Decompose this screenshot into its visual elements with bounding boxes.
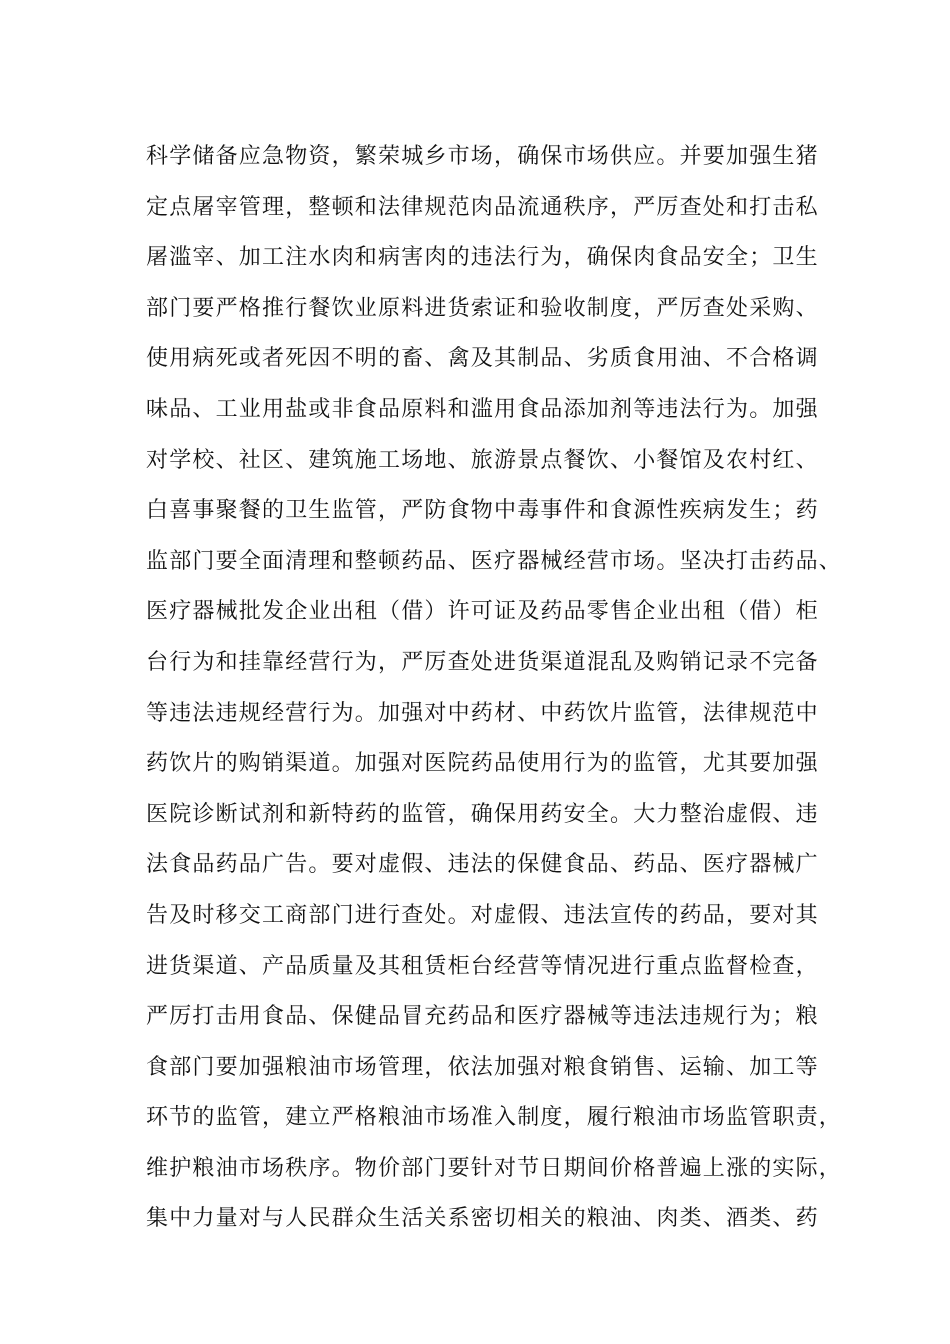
text-line: 告及时移交工商部门进行查处。对虚假、违法宣传的药品，要对其	[146, 902, 819, 928]
text-line: 集中力量对与人民群众生活关系密切相关的粮油、肉类、酒类、药	[146, 1206, 819, 1232]
text-line: 定点屠宰管理，整顿和法律规范肉品流通秩序，严厉查处和打击私	[146, 194, 819, 220]
text-line: 部门要严格推行餐饮业原料进货索证和验收制度，严厉查处采购、	[146, 295, 819, 321]
text-line: 医疗器械批发企业出租（借）许可证及药品零售企业出租（借）柜	[146, 599, 819, 625]
text-line: 维护粮油市场秩序。物价部门要针对节日期间价格普遍上涨的实际，	[146, 1155, 843, 1181]
text-line: 药饮片的购销渠道。加强对医院药品使用行为的监管，尤其要加强	[146, 751, 819, 777]
text-line: 监部门要全面清理和整顿药品、医疗器械经营市场。坚决打击药品、	[146, 548, 843, 574]
text-line: 对学校、社区、建筑施工场地、旅游景点餐饮、小餐馆及农村红、	[146, 447, 819, 473]
text-line: 环节的监管，建立严格粮油市场准入制度，履行粮油市场监管职责，	[146, 1105, 843, 1131]
text-line: 严厉打击用食品、保健品冒充药品和医疗器械等违法违规行为；粮	[146, 1004, 819, 1030]
text-line: 屠滥宰、加工注水肉和病害肉的违法行为，确保肉食品安全；卫生	[146, 245, 819, 271]
text-line: 使用病死或者死因不明的畜、禽及其制品、劣质食用油、不合格调	[146, 346, 819, 372]
body-text	[146, 132, 843, 1245]
text-line: 进货渠道、产品质量及其租赁柜台经营等情况进行重点监督检查，	[146, 953, 819, 979]
text-line: 台行为和挂靠经营行为，严厉查处进货渠道混乱及购销记录不完备	[146, 649, 819, 675]
text-line: 法食品药品广告。要对虚假、违法的保健食品、药品、医疗器械广	[146, 852, 819, 878]
text-line: 医院诊断试剂和新特药的监管，确保用药安全。大力整治虚假、违	[146, 801, 819, 827]
text-line: 食部门要加强粮油市场管理，依法加强对粮食销售、运输、加工等	[146, 1054, 819, 1080]
text-line: 白喜事聚餐的卫生监管，严防食物中毒事件和食源性疾病发生；药	[146, 498, 819, 524]
text-line: 科学储备应急物资，繁荣城乡市场，确保市场供应。并要加强生猪	[146, 144, 819, 169]
text-line: 等违法违规经营行为。加强对中药材、中药饮片监管，法律规范中	[146, 700, 819, 726]
text-line: 味品、工业用盐或非食品原料和滥用食品添加剂等违法行为。加强	[146, 396, 819, 422]
